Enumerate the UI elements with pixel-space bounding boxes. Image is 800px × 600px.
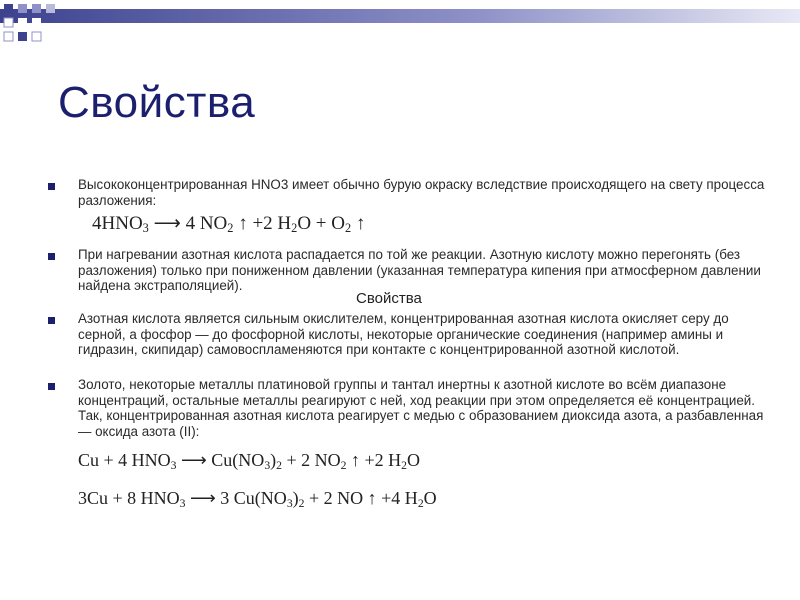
header-decoration xyxy=(0,0,800,50)
deco-square xyxy=(18,18,27,27)
deco-square xyxy=(18,32,27,41)
bullet-marker xyxy=(48,253,55,260)
slide-title: Свойства xyxy=(58,78,256,127)
deco-square xyxy=(32,18,41,27)
deco-square xyxy=(32,4,41,13)
slide-subtitle: Свойства xyxy=(356,290,422,307)
bullet-text-3: Азотная кислота является сильным окислителем, концентрированная азотная кислота окисляет серу до серной, а фосфор — до фосфорной кислоты, некоторые органические соединения (например амины и гидразин, скипидар) самовоспламеняются при контакте с концентрированной азотной кислотой. xyxy=(78,311,729,357)
deco-square xyxy=(46,4,55,13)
equation-decomposition: $4HNO_3$ ⟶ 4 $NO_2$ ↑ +2 $H_2O + O_2$ ↑ xyxy=(92,213,366,235)
bullet-marker xyxy=(48,183,55,190)
bullet-marker xyxy=(48,383,55,390)
bullet-marker xyxy=(48,317,55,324)
deco-square xyxy=(32,32,41,41)
bullet-text-2: При нагревании азотная кислота распадается по той же реакции. Азотную кислоту можно перегонять (без разложения) только при пониженном давлении (указанная температура кипения при атмосферном давлении найдена экстраполяцией). xyxy=(78,247,761,293)
deco-square xyxy=(4,18,13,27)
bullet-text-4: Золото, некоторые металлы платиновой группы и тантал инертны к азотной кислоте во всём диапазоне концентраций, остальные металлы реагируют с ней, ход реакции при этом определяется её концентрацией. Так, концентрированная азотная кислота реагирует с медью с образованием диоксида азота, а разбавленная — оксида азота (II): xyxy=(78,377,764,439)
equation-copper-concentrated: Cu + 4 $HNO_3$ ⟶ $Cu(NO_3)_2 + 2$ $NO_2$ ↑ +2 $H_2O$ xyxy=(78,450,420,472)
bullet-text-1: Высококонцентрированная HNO3 имеет обычно бурую окраску вследствие происходящего на свету процесса разложения: xyxy=(78,177,765,208)
deco-square xyxy=(4,4,13,13)
deco-square xyxy=(18,4,27,13)
deco-square xyxy=(4,32,13,41)
header-gradient-bar xyxy=(0,9,800,23)
equation-copper-dilute: 3Cu + 8 $HNO_3$ ⟶ 3 $Cu(NO_3)_2 + 2$ NO ↑ +4 $H_2O$ xyxy=(78,488,437,510)
